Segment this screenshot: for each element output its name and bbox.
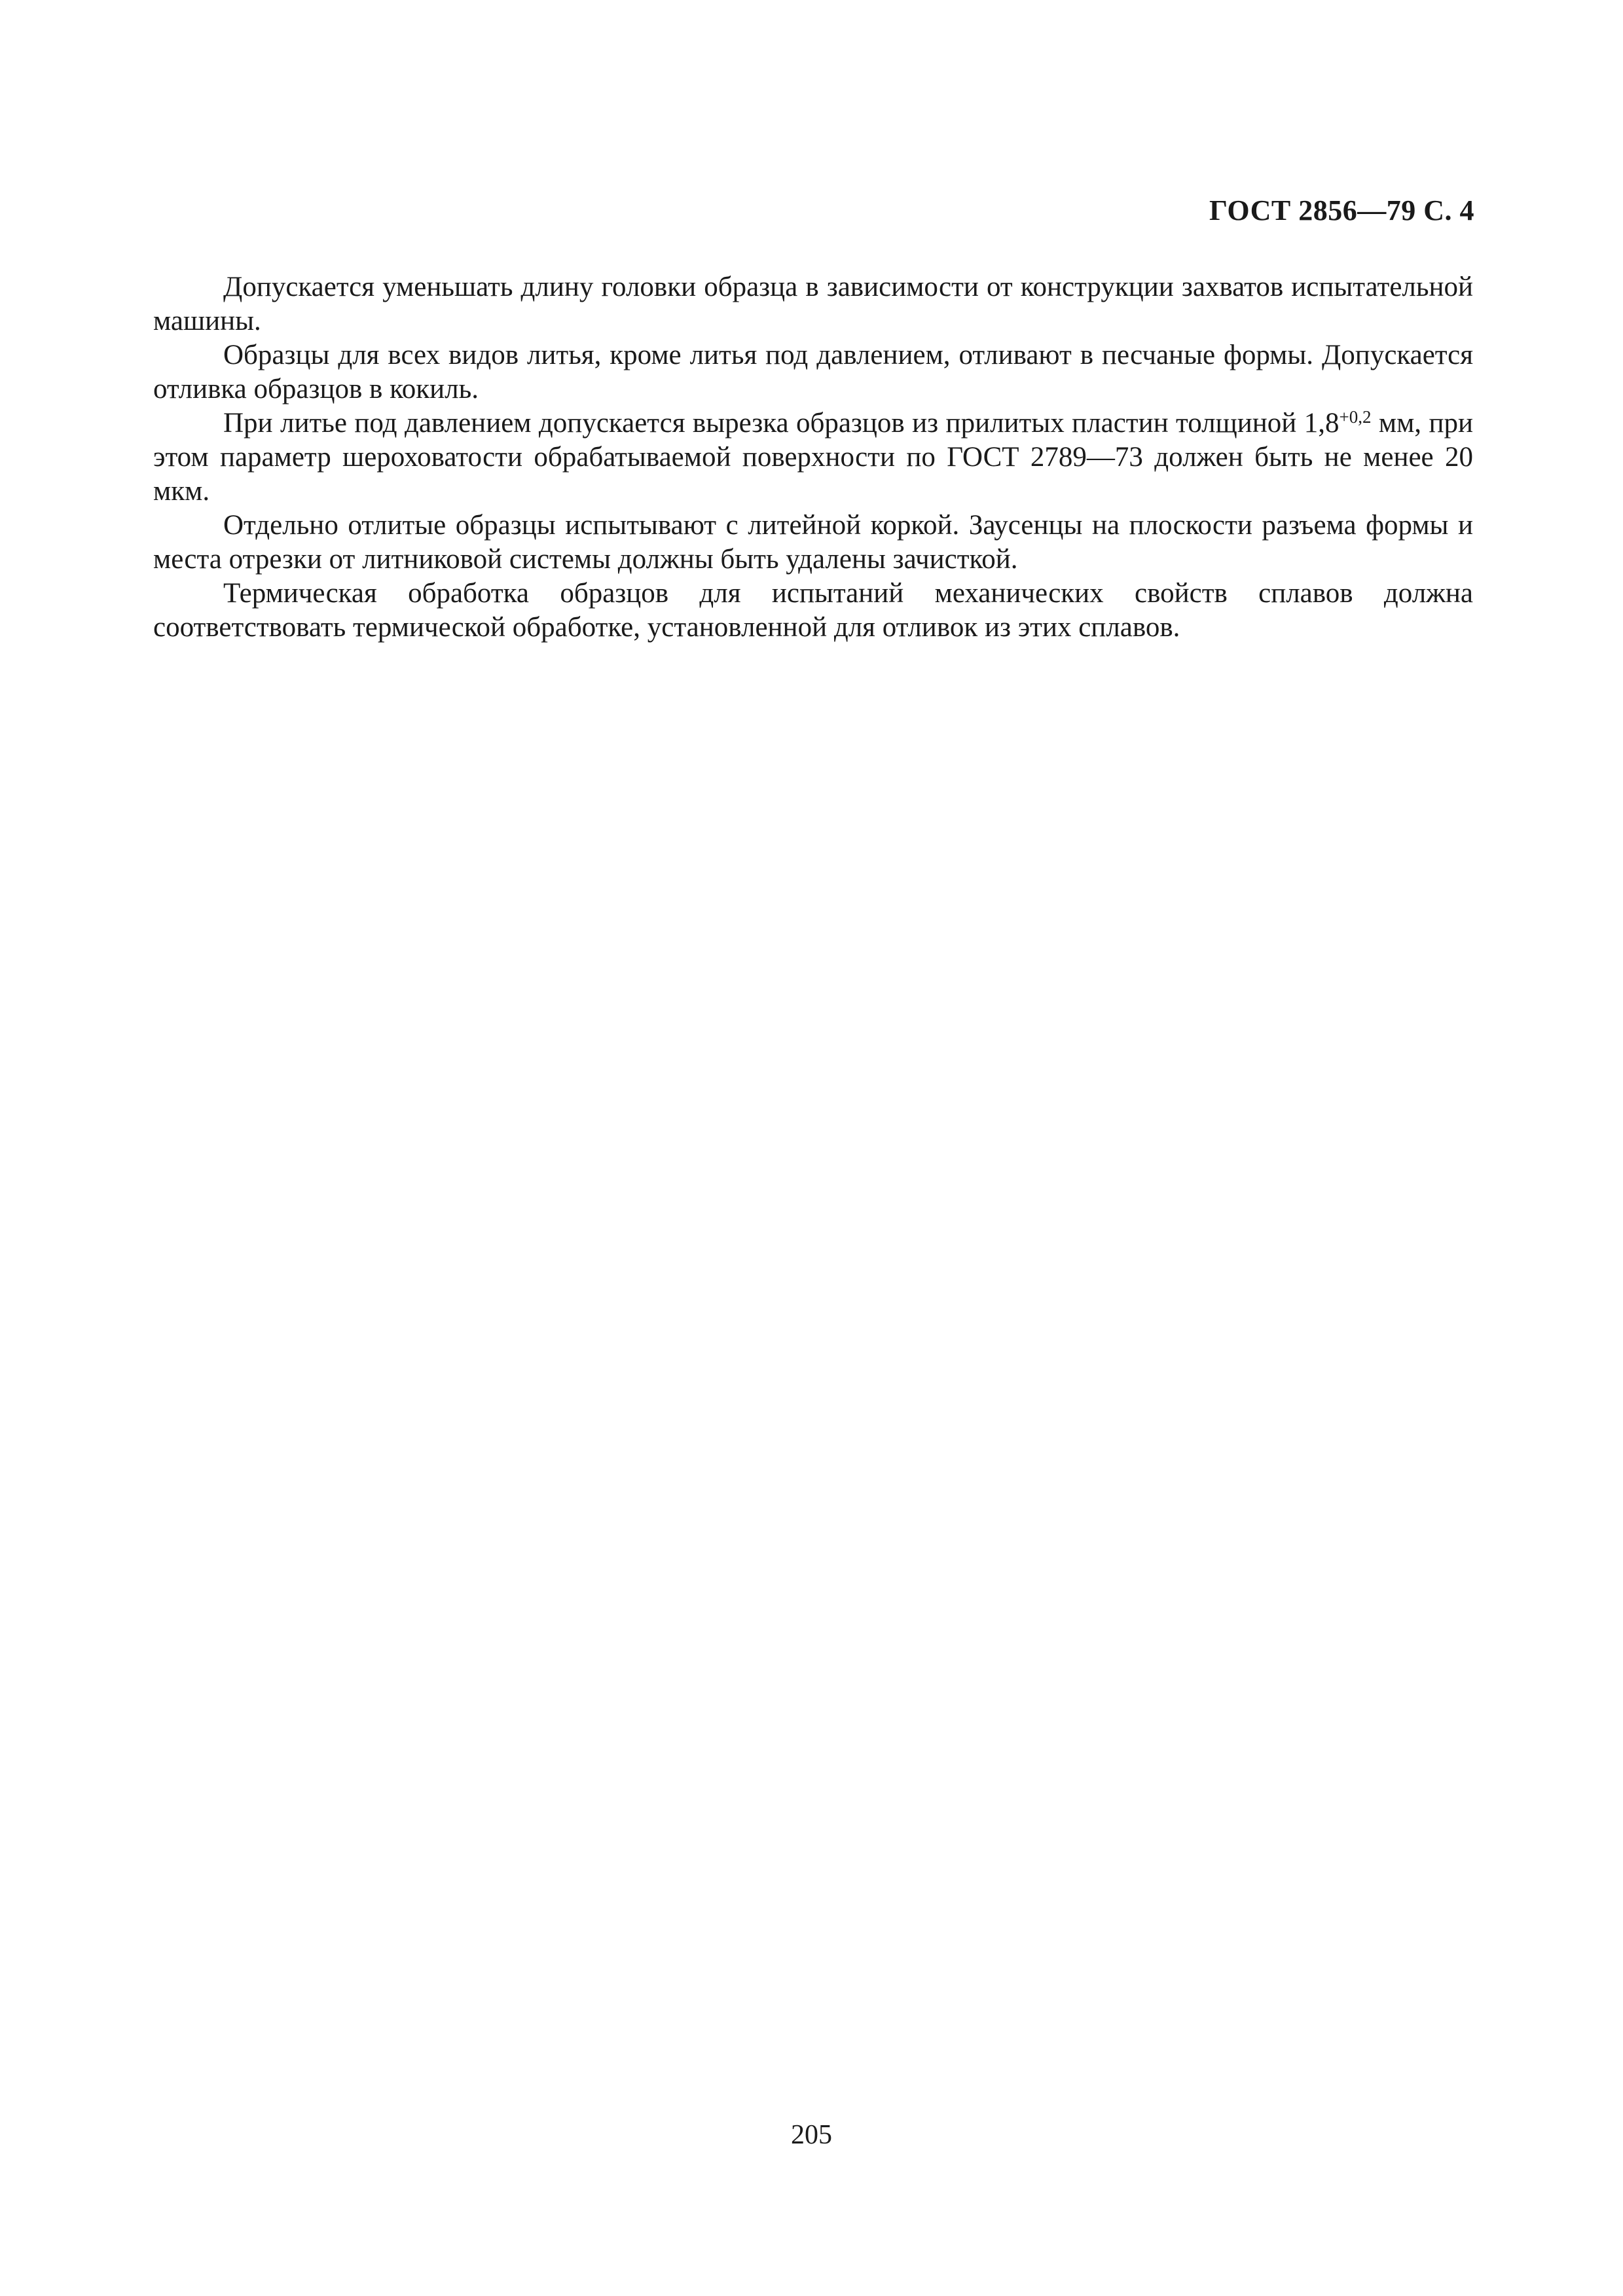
document-body xyxy=(153,270,1473,645)
paragraph-heat-treatment: Термическая обработка образцов для испытаний механических свойств сплавов должна соответствовать термической обработке, установленной для отливок из этих сплавов. xyxy=(153,578,1473,643)
paragraph-casting-crust: Отдельно отлитые образцы испытывают с литейной коркой. Заусенцы на плоскости разъема формы и места отрезки от литниковой системы должны быть удалены зачисткой. xyxy=(153,510,1473,575)
paragraph-die-casting-text-before: При литье под давлением допускается вырезка образцов из прилитых пластин толщиной 1,8 xyxy=(223,408,1340,439)
paragraph-die-casting-plates xyxy=(153,406,1473,509)
page-header-designation: ГОСТ 2856—79 С. 4 xyxy=(1209,194,1474,226)
tolerance-superscript: +0,2 xyxy=(1339,407,1372,427)
paragraph-specimen-head-length: Допускается уменьшать длину головки образца в зависимости от конструкции захватов испытательной машины. xyxy=(153,272,1473,336)
page-number: 205 xyxy=(791,2120,832,2150)
paragraph-die-casting-text-after: мм, при этом параметр шероховатости обрабатываемой поверхности по ГОСТ 2789—73 должен быть не менее 20 мкм. xyxy=(153,408,1473,507)
paragraph-sand-molds: Образцы для всех видов литья, кроме литья под давлением, отливают в песчаные формы. Допускается отливка образцов в кокиль. xyxy=(153,340,1473,404)
